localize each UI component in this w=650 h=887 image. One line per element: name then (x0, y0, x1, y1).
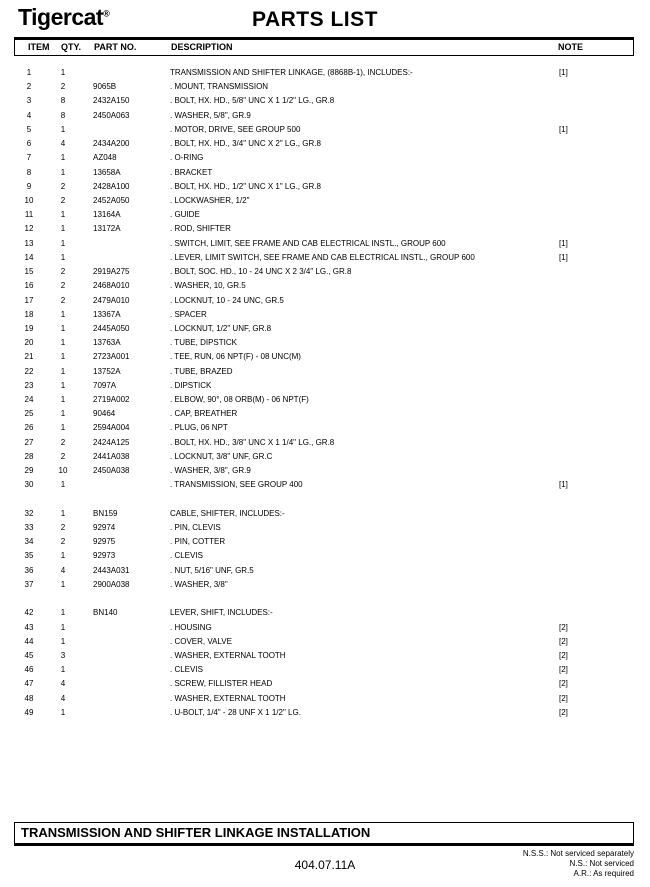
row-qty: 1 (60, 153, 66, 163)
row-item-number: 35 (24, 551, 34, 561)
row-description: . SPACER (170, 309, 207, 319)
table-row (14, 578, 634, 592)
row-item-number: 9 (26, 181, 32, 191)
row-description: TRANSMISSION AND SHIFTER LINKAGE, (8868B-1), INCLUDES:- (170, 68, 413, 77)
row-item-number: 22 (24, 366, 34, 376)
table-row (14, 549, 634, 563)
row-note: [1] (559, 68, 568, 77)
column-header-note: NOTE (558, 42, 584, 52)
row-part-number: 2900A038 (93, 579, 130, 589)
row-part-number: 2468A010 (93, 281, 130, 291)
table-row (14, 464, 634, 478)
table-row (14, 677, 634, 691)
table-row (14, 251, 634, 265)
row-description: . TRANSMISSION, SEE GROUP 400 (170, 480, 303, 490)
row-item-number: 6 (26, 139, 32, 149)
row-description: . BOLT, SOC. HD., 10 - 24 UNC X 2 3/4" LG., GR.8 (170, 267, 352, 277)
row-qty: 1 (60, 622, 66, 632)
row-item-number: 26 (24, 423, 34, 433)
table-row (14, 421, 634, 435)
table-row (14, 322, 634, 336)
row-description: . BOLT, HX. HD., 3/8" UNC X 1 1/4" LG., GR.8 (170, 437, 335, 447)
row-item-number: 17 (24, 295, 34, 305)
table-row (14, 208, 634, 222)
table-row (14, 66, 634, 80)
row-part-number: 2450A038 (93, 466, 130, 476)
row-item-number: 10 (24, 195, 34, 205)
row-part-number: 90464 (93, 409, 116, 419)
row-description: . LEVER, LIMIT SWITCH, SEE FRAME AND CAB ELECTRICAL INSTL., GROUP 600 (170, 252, 475, 262)
row-part-number: 2441A038 (93, 451, 130, 461)
row-qty: 1 (60, 338, 66, 348)
row-qty: 1 (60, 68, 66, 77)
row-part-number: 2452A050 (93, 195, 130, 205)
row-part-number: 2434A200 (93, 139, 130, 149)
row-qty: 1 (60, 665, 66, 675)
row-item-number: 16 (24, 281, 34, 291)
table-row (14, 294, 634, 308)
row-description: . LOCKWASHER, 1/2" (170, 195, 250, 205)
row-description: . U-BOLT, 1/4" - 28 UNF X 1 1/2" LG. (170, 707, 301, 717)
row-qty: 4 (60, 693, 66, 703)
row-part-number: 9065B (93, 82, 117, 92)
row-part-number: 2450A063 (93, 110, 130, 120)
row-item-number: 29 (24, 466, 34, 476)
row-qty: 4 (60, 679, 66, 689)
row-qty: 1 (60, 352, 66, 362)
row-item-number: 37 (24, 579, 34, 589)
row-description: . WASHER, 5/8", GR.9 (170, 110, 251, 120)
table-row (14, 222, 634, 236)
row-description: . ROD, SHIFTER (170, 224, 231, 234)
row-description: . WASHER, 3/8", GR.9 (170, 466, 251, 476)
row-item-number: 33 (24, 523, 34, 532)
table-row (14, 379, 634, 393)
table-row (14, 166, 634, 180)
row-item-number: 11 (24, 210, 34, 220)
row-description: . BOLT, HX. HD., 5/8" UNC X 1 1/2" LG., GR.8 (170, 96, 335, 106)
row-part-number: 13164A (93, 210, 121, 220)
row-part-number: 92975 (93, 537, 116, 547)
row-item-number: 18 (24, 309, 34, 319)
row-description: . TUBE, BRAZED (170, 366, 233, 376)
row-item-number: 48 (24, 693, 34, 703)
row-item-number: 28 (24, 451, 34, 461)
row-description: . GUIDE (170, 210, 200, 220)
row-note: [2] (559, 693, 568, 703)
table-row (14, 350, 634, 364)
row-item-number: 14 (24, 252, 34, 262)
row-description: . MOTOR, DRIVE, SEE GROUP 500 (170, 124, 301, 134)
row-qty: 1 (60, 366, 66, 376)
row-item-number: 30 (24, 480, 34, 490)
row-description: . TUBE, DIPSTICK (170, 338, 237, 348)
row-description: . LOCKNUT, 10 - 24 UNC, GR.5 (170, 295, 284, 305)
table-row (14, 706, 634, 720)
row-qty: 1 (60, 480, 66, 490)
table-row (14, 94, 634, 108)
row-description: . WASHER, 3/8" (170, 579, 228, 589)
row-qty: 2 (60, 281, 66, 291)
row-description: . WASHER, EXTERNAL TOOTH (170, 650, 286, 660)
row-item-number: 43 (24, 622, 34, 632)
parts-table-body (14, 66, 634, 720)
legend-line-ns: N.S.: Not serviced (569, 859, 634, 868)
row-qty: 1 (60, 608, 66, 618)
row-note: [2] (559, 707, 568, 717)
table-row (14, 194, 634, 208)
row-qty: 1 (60, 636, 66, 646)
row-part-number: 13763A (93, 338, 121, 348)
row-description: . CAP, BREATHER (170, 409, 238, 419)
row-item-number: 4 (26, 110, 32, 120)
row-item-number: 7 (26, 153, 32, 163)
row-part-number: AZ048 (93, 153, 117, 163)
row-description: . BRACKET (170, 167, 213, 177)
row-part-number: 7097A (93, 380, 117, 390)
row-part-number: 2594A004 (93, 423, 130, 433)
row-item-number: 45 (24, 650, 34, 660)
row-qty: 4 (60, 565, 66, 575)
row-part-number: BN140 (93, 608, 118, 618)
legend-line-nss: N.S.S.: Not serviced separately (522, 849, 634, 858)
table-row (14, 649, 634, 663)
row-item-number: 32 (24, 508, 34, 518)
row-item-number: 8 (26, 167, 32, 177)
row-qty: 2 (60, 267, 66, 277)
row-note: [2] (559, 636, 568, 646)
row-part-number: 2424A125 (93, 437, 130, 447)
row-qty: 8 (60, 96, 66, 106)
drawing-title: TRANSMISSION AND SHIFTER LINKAGE INSTALLATION (14, 822, 634, 846)
row-description: . PLUG, 06 NPT (170, 423, 228, 433)
row-item-number: 34 (24, 537, 34, 547)
table-row (14, 436, 634, 450)
row-description: . HOUSING (170, 622, 212, 632)
row-description: . WASHER, 10, GR.5 (170, 281, 246, 291)
row-item-number: 49 (24, 707, 34, 717)
table-row (14, 237, 634, 251)
table-row (14, 151, 634, 165)
row-item-number: 23 (24, 380, 34, 390)
row-part-number: 2432A150 (93, 96, 130, 106)
row-part-number: 13367A (93, 309, 121, 319)
row-qty: 1 (60, 238, 66, 248)
row-qty: 1 (60, 252, 66, 262)
row-qty: 2 (60, 451, 66, 461)
row-description: . COVER, VALVE (170, 636, 232, 646)
row-item-number: 47 (24, 679, 34, 689)
table-row (14, 393, 634, 407)
row-qty: 1 (60, 323, 66, 333)
table-row (14, 635, 634, 649)
column-header-qty: QTY. (61, 42, 82, 52)
table-row (14, 308, 634, 322)
row-note: [1] (559, 238, 568, 248)
row-description: . BOLT, HX. HD., 1/2" UNC X 1" LG., GR.8 (170, 181, 321, 191)
table-row (14, 80, 634, 94)
row-item-number: 19 (24, 323, 34, 333)
row-qty: 1 (60, 409, 66, 419)
row-description: . PIN, CLEVIS (170, 523, 221, 532)
row-part-number: 2443A031 (93, 565, 130, 575)
table-row (14, 564, 634, 578)
row-note: [1] (559, 480, 568, 490)
row-qty: 1 (60, 167, 66, 177)
row-note: [1] (559, 252, 568, 262)
row-qty: 1 (60, 508, 66, 518)
column-header-part-no: PART NO. (94, 42, 137, 52)
row-note: [2] (559, 679, 568, 689)
table-row (14, 123, 634, 137)
row-item-number: 20 (24, 338, 34, 348)
column-header-item: ITEM (28, 42, 50, 52)
table-row (14, 180, 634, 194)
table-row (14, 450, 634, 464)
table-row (14, 521, 634, 535)
row-part-number: 2723A001 (93, 352, 130, 362)
row-description: . BOLT, HX. HD., 3/4" UNC X 2" LG., GR.8 (170, 139, 321, 149)
row-qty: 1 (60, 707, 66, 717)
row-description: . PIN, COTTER (170, 537, 226, 547)
row-part-number: 2479A010 (93, 295, 130, 305)
row-note: [2] (559, 665, 568, 675)
row-description: . CLEVIS (170, 665, 203, 675)
row-qty: 1 (60, 309, 66, 319)
table-row (14, 478, 634, 492)
row-qty: 2 (60, 82, 66, 92)
table-row (14, 535, 634, 549)
row-item-number: 13 (24, 238, 34, 248)
row-qty: 1 (60, 124, 66, 134)
row-item-number: 24 (24, 395, 34, 405)
row-qty: 2 (60, 295, 66, 305)
parts-table-header (14, 37, 634, 56)
row-part-number: 2445A050 (93, 323, 130, 333)
row-qty: 3 (60, 650, 66, 660)
row-item-number: 5 (26, 124, 32, 134)
table-row (14, 507, 634, 521)
row-part-number: 13752A (93, 366, 121, 376)
table-row (14, 407, 634, 421)
row-item-number: 3 (26, 96, 32, 106)
row-description: . DIPSTICK (170, 380, 212, 390)
row-qty: 4 (60, 139, 66, 149)
row-description: . LOCKNUT, 3/8" UNF, GR.C (170, 451, 273, 461)
row-item-number: 21 (24, 352, 34, 362)
column-header-description: DESCRIPTION (171, 42, 233, 52)
row-part-number: 2919A275 (93, 267, 130, 277)
row-item-number: 36 (24, 565, 34, 575)
row-description: . SCREW, FILLISTER HEAD (170, 679, 273, 689)
table-row (14, 606, 634, 620)
row-note: [1] (559, 124, 568, 134)
row-part-number: 13658A (93, 167, 121, 177)
row-item-number: 46 (24, 665, 34, 675)
table-row (14, 279, 634, 293)
row-item-number: 27 (24, 437, 34, 447)
table-row (14, 109, 634, 123)
table-row (14, 365, 634, 379)
row-item-number: 1 (26, 68, 32, 77)
row-description: . MOUNT, TRANSMISSION (170, 82, 269, 92)
row-description: CABLE, SHIFTER, INCLUDES:- (170, 508, 285, 518)
row-item-number: 44 (24, 636, 34, 646)
row-qty: 2 (60, 437, 66, 447)
table-row (14, 265, 634, 279)
row-item-number: 42 (24, 608, 34, 618)
row-description: . NUT, 5/16" UNF, GR.5 (170, 565, 254, 575)
row-part-number: BN159 (93, 508, 118, 518)
row-item-number: 12 (24, 224, 34, 234)
row-qty: 2 (60, 537, 66, 547)
row-description: . O-RING (170, 153, 204, 163)
row-part-number: 92974 (93, 523, 116, 532)
table-row (14, 692, 634, 706)
row-description: . LOCKNUT, 1/2" UNF, GR.8 (170, 323, 272, 333)
row-description: . WASHER, EXTERNAL TOOTH (170, 693, 286, 703)
row-description: . TEE, RUN, 06 NPT(F) - 08 UNC(M) (170, 352, 301, 362)
row-qty: 2 (60, 181, 66, 191)
row-qty: 2 (60, 195, 66, 205)
row-qty: 1 (60, 423, 66, 433)
row-qty: 1 (60, 395, 66, 405)
row-part-number: 92973 (93, 551, 116, 561)
row-description: . CLEVIS (170, 551, 203, 561)
brand-logo-text: Tigercat (18, 4, 104, 30)
row-description: . SWITCH, LIMIT, SEE FRAME AND CAB ELECTRICAL INSTL., GROUP 600 (170, 238, 446, 248)
row-qty: 1 (60, 380, 66, 390)
row-part-number: 2428A100 (93, 181, 130, 191)
row-qty: 10 (58, 466, 68, 476)
row-qty: 1 (60, 210, 66, 220)
row-item-number: 2 (26, 82, 32, 92)
table-row (14, 336, 634, 350)
table-row (14, 621, 634, 635)
table-row (14, 663, 634, 677)
row-qty: 8 (60, 110, 66, 120)
registered-trademark-symbol: ® (103, 8, 110, 19)
row-qty: 2 (60, 523, 66, 532)
row-note: [2] (559, 622, 568, 632)
page-number: 404.07.11A (294, 858, 356, 872)
legend-line-ar: A.R.: As required (573, 869, 634, 878)
table-row (14, 137, 634, 151)
row-part-number: 2719A002 (93, 395, 130, 405)
row-description: . ELBOW, 90°, 08 ORB(M) - 06 NPT(F) (170, 395, 309, 405)
row-part-number: 13172A (93, 224, 121, 234)
row-qty: 1 (60, 579, 66, 589)
row-item-number: 25 (24, 409, 34, 419)
page-title: PARTS LIST (252, 8, 378, 31)
row-qty: 1 (60, 551, 66, 561)
row-note: [2] (559, 650, 568, 660)
row-description: LEVER, SHIFT, INCLUDES:- (170, 608, 273, 618)
row-item-number: 15 (24, 267, 34, 277)
row-qty: 1 (60, 224, 66, 234)
